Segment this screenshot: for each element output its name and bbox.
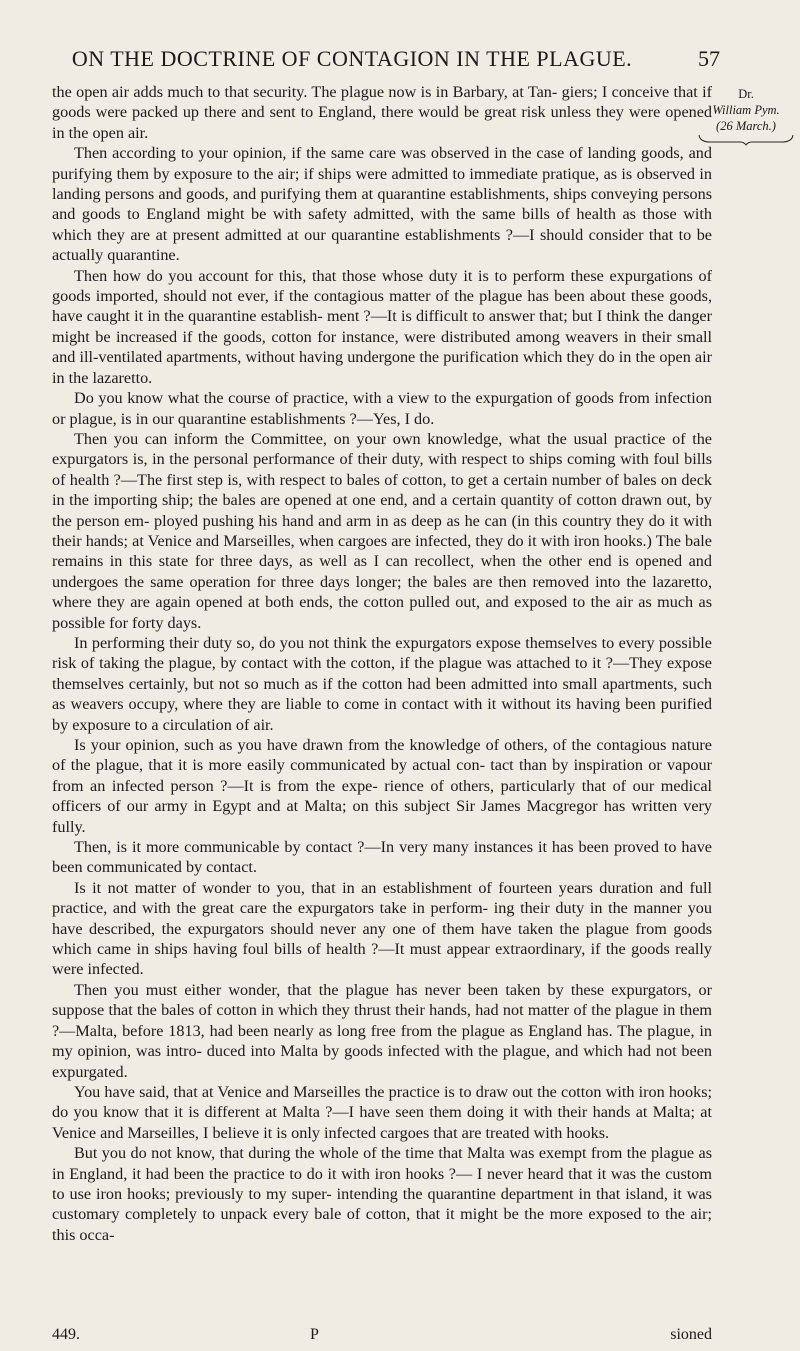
running-header	[44, 46, 720, 76]
running-title: ON THE DOCTRINE OF CONTAGION IN THE PLAGUE.	[71, 46, 633, 71]
paragraph: Is it not matter of wonder to you, that in an establishment of fourteen years duration and full practice, and with the great care the expurgators take in perform- ing their duty in the manner you have described, the expurgators should never any one of them have taken the plague from goods which came in ships having foul bills of health ?—It must appear extraordinary, if the goods really were infected.	[52, 878, 712, 979]
catchword: sioned	[670, 1326, 712, 1343]
sheet-mark: P	[310, 1326, 319, 1343]
page-number: 57	[698, 46, 720, 71]
margin-witness-name: William Pym.	[712, 103, 780, 117]
paragraph: Do you know what the course of practice, with a view to the expurgation of goods from infection or plague, is in our quarantine establishments ?—Yes, I do.	[52, 389, 712, 428]
paragraph: Then you can inform the Committee, on your own knowledge, what the usual practice of the expurgators is, in the personal performance of their duty, with respect to ships coming with foul bills of health ?—The first step is, with respect to bales of cotton, to get a certain number of bales on deck in the importing ship; the bales are opened at one end, and a certain quantity of cotton drawn out, by the person em- ployed pushing his hand and arm in as deep as he can (in this country they do it with their hands; at Venice and Marseilles, when cargoes are infected, they do it with iron hooks.) The bale remains in this state for three days, as well as I can recollect, when the other end is opened and undergoes the same operation for three days longer; the bales are then removed into the lazaretto, where they are again opened at both ends, the cotton pulled out, and exposed to the air as much as possible for forty days.	[52, 429, 712, 632]
paragraph: Then you must either wonder, that the plague has never been taken by these expurgators, or suppose that the bales of cotton in which they thrust their hands, had not matter of the plague in them ?—Malta, before 1813, had been nearly as long free from the plague as England has. The plague, in my opinion, was intro- duced into Malta by goods infected with the plague, and which had not been expurgated.	[52, 980, 712, 1081]
paragraph: But you do not know, that during the whole of the time that Malta was exempt from the plague as in England, it had been the practice to do it with iron hooks ?— I never heard that it was the custom to use iron hooks; previously to my super- intending the quarantine department in that island, it was customary completely to unpack every bale of cotton, that it might be the more exposed to the air; this occa-	[52, 1144, 712, 1244]
margin-brace-icon	[698, 134, 794, 146]
paragraph: In performing their duty so, do you not think the expurgators expose themselves to every possible risk of taking the plague, by contact with the cotton, if the plague was attached to it ?—They expose themselves certainly, but not so much as if the cotton had been admitted into small apartments, such as weavers occupy, where they are liable to come in contact with it without its having been purified by exposure to a circulation of air.	[52, 633, 712, 734]
paragraph: Is your opinion, such as you have drawn from the knowledge of others, of the contagious nature of the plague, that it is more easily communicated by actual con- tact than by inspiration or vapour from an infected person ?—It is from the expe- rience of others, particularly that of our medical officers of our army in Egypt and at Malta; on this subject Sir James Macgregor has written very fully.	[52, 736, 712, 836]
margin-title: Dr.	[738, 87, 754, 101]
margin-date: (26 March.)	[716, 119, 776, 133]
paragraph-continued: the open air adds much to that security. The plague now is in Barbary, at Tan- giers; I conceive that if goods were packed up there and sent to England, there would be great risk unless they were opened in the open air.	[52, 83, 712, 142]
paragraph: You have said, that at Venice and Marseilles the practice is to draw out the cotton with iron hooks; do you know that it is different at Malta ?—I have seen them doing it with their hands at Malta; at Venice and Marseilles, I believe it is only infected cargoes that are treated with hooks.	[52, 1082, 712, 1142]
page-footer	[52, 1326, 712, 1348]
signature-number: 449.	[52, 1326, 80, 1343]
paragraph: Then according to your opinion, if the same care was observed in the case of landing goods, and purifying them by exposure to the air; if ships were admitted to immediate pratique, as is observed in landing persons and goods, and purifying them at quarantine establishments, ships conveying persons and goods to England might be with safety admitted, with the same bills of health as those with which they are at present admitted at our quarantine establishments ?—I should consider that to be actually quarantine.	[52, 144, 712, 265]
paragraph: Then, is it more communicable by contact ?—In very many instances it has been proved to have been communicated by contact.	[52, 838, 712, 877]
paragraph: Then how do you account for this, that those whose duty it is to perform these expurgations of goods imported, should not ever, if the contagious matter of the plague has been about these goods, have caught it in the quarantine establish- ment ?—It is difficult to answer that; but I think the danger might be increased if the goods, cotton for instance, were distributed among weavers in their small and ill-ventilated apartments, without having undergone the purification which they do in the open air in the lazaretto.	[52, 266, 712, 387]
body-text	[52, 82, 712, 1245]
